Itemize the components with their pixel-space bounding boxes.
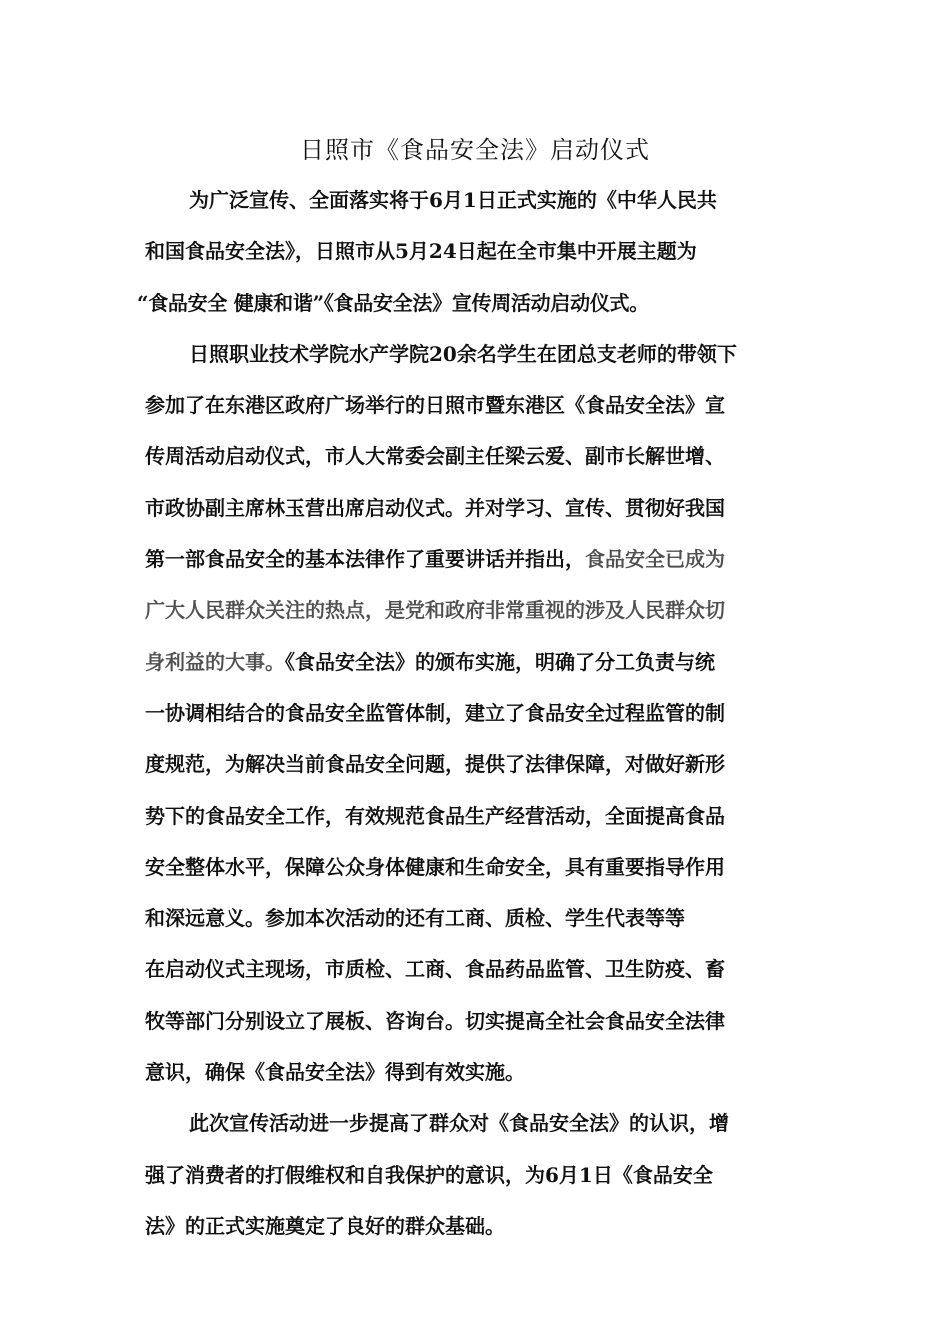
paragraph-2-line-11: 安全整体水平，保障公众身体健康和生命安全，具有重要指导作用 [145, 854, 725, 879]
paragraph-2-line-1: 日照职业技术学院水产学院20余名学生在团总支老师的带领下 [189, 341, 737, 366]
paragraph-2-line-14: 牧等部门分别设立了展板、咨询台。切实提高全社会食品安全法律 [145, 1008, 725, 1033]
paragraph-2-line-12: 和深远意义。参加本次活动的还有工商、质检、学生代表等等 [145, 906, 685, 931]
paragraph-2-line-13: 在启动仪式主现场，市质检、工商、食品药品监管、卫生防疫、畜 [145, 957, 725, 982]
paragraph-2-line-6: 广大人民群众关注的热点，是党和政府非常重视的涉及人民群众切 [145, 598, 725, 623]
paragraph-2-line-5-a: 第一部食品安全的基本法律作了重要讲话并指出， [145, 547, 585, 572]
paragraph-3-line-3: 法》的正式实施奠定了良好的群众基础。 [145, 1213, 505, 1238]
paragraph-1-line-1: 为广泛宣传、全面落实将于6月1日正式实施的《中华人民共 [189, 188, 717, 212]
paragraph-1-line-2: 和国食品安全法》，日照市从5月24日起在全市集中开展主题为 [145, 239, 697, 264]
paragraph-2-line-5-b: 食品安全已成为 [585, 547, 725, 572]
paragraph-2-line-2: 参加了在东港区政府广场举行的日照市暨东港区《食品安全法》宣 [145, 393, 725, 418]
paragraph-2-line-7-a: 身利益的大事。 [145, 649, 285, 674]
paragraph-2-line-8: 一协调相结合的食品安全监管体制，建立了食品安全过程监管的制 [145, 700, 725, 725]
paragraph-3-line-1: 此次宣传活动进一步提高了群众对《食品安全法》的认识，增 [189, 1111, 729, 1136]
paragraph-2-line-7 [145, 646, 805, 697]
paragraph-3-line-2: 强了消费者的打假维权和自我保护的意识，为6月1日《食品安全 [145, 1162, 713, 1187]
paragraph-2-line-15: 意识，确保《食品安全法》得到有效实施。 [145, 1060, 525, 1085]
paragraph-2-line-4: 市政协副主席林玉营出席启动仪式。并对学习、宣传、贯彻好我国 [145, 495, 725, 520]
document-title: 日照市《食品安全法》启动仪式 [300, 136, 650, 164]
paragraph-2-line-5 [145, 543, 805, 594]
paragraph-1-line-3: “食品安全 健康和谐”《食品安全法》宣传周活动启动仪式。 [137, 290, 649, 315]
paragraph-2-line-9: 度规范，为解决当前食品安全问题，提供了法律保障，对做好新形 [145, 752, 725, 777]
paragraph-2-line-7-b: 《食品安全法》的颁布实施，明确了分工负责与统 [285, 649, 715, 674]
paragraph-2-line-10: 势下的食品安全工作，有效规范食品生产经营活动，全面提高食品 [145, 803, 725, 828]
paragraph-2-line-3: 传周活动启动仪式，市人大常委会副主任梁云爱、副市长解世增、 [145, 444, 725, 469]
document-body [137, 184, 805, 1261]
